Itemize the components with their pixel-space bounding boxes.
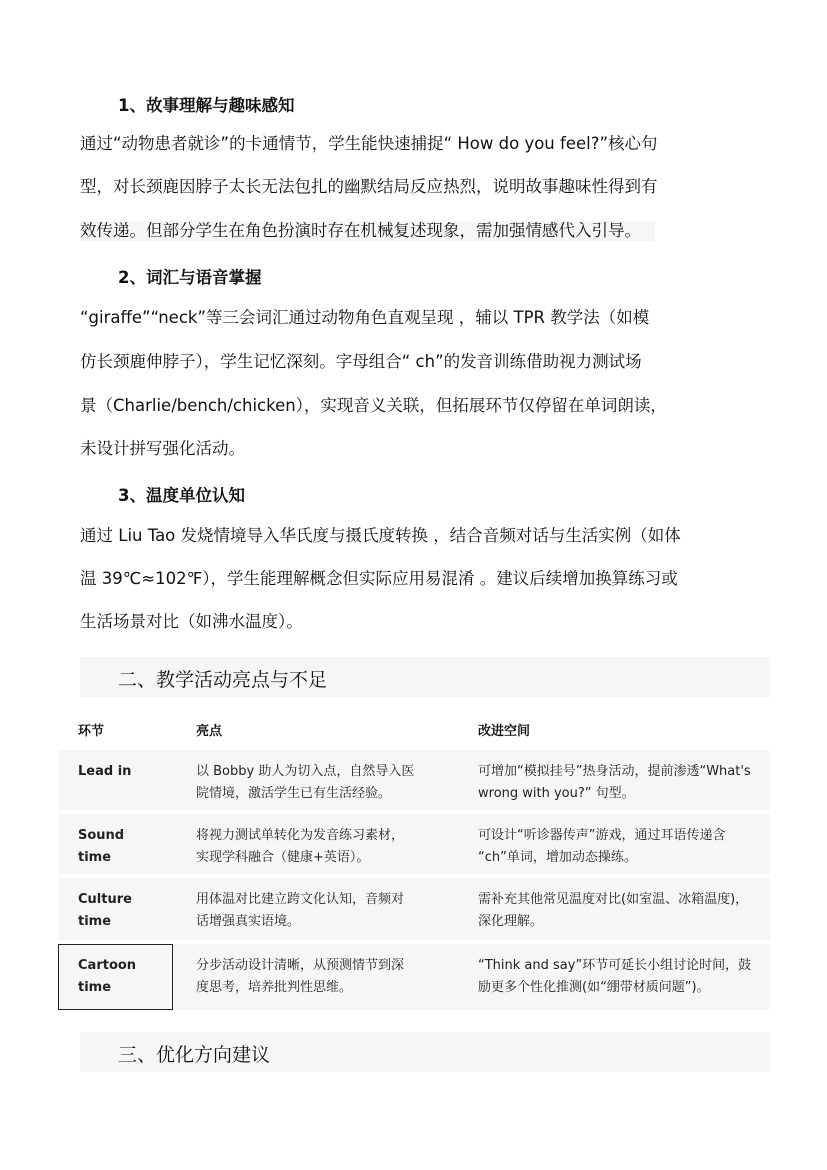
highlight-text: 院情境，激活学生已有生活经验。 bbox=[196, 786, 392, 801]
improvement-cell bbox=[478, 955, 778, 999]
stage-text: Lead in bbox=[78, 764, 132, 779]
improvement-text: 深化理解。 bbox=[478, 914, 544, 929]
section-title-optimization: 三、优化方向建议 bbox=[118, 1044, 271, 1066]
paragraph-line: “giraffe”“neck”等三会词汇通过动物角色直观呈现 ，辅以 TPR 教学法（如模 bbox=[80, 308, 650, 327]
stage-text: time bbox=[78, 914, 112, 929]
highlight-cell bbox=[196, 889, 441, 933]
section-title-band bbox=[80, 1032, 770, 1072]
highlight-cell bbox=[196, 825, 441, 869]
improvement-text: wrong with you?” 句型。 bbox=[478, 786, 635, 801]
table-header-highlight: 亮点 bbox=[196, 724, 223, 739]
table-header-improvement: 改进空间 bbox=[478, 724, 531, 739]
highlight-text: 实现学科融合（健康+英语）。 bbox=[196, 850, 370, 865]
highlight-text: 度思考，培养批判性思维。 bbox=[196, 980, 353, 995]
stage-text: time bbox=[78, 850, 112, 865]
subheading-temperature-units: 3、温度单位认知 bbox=[118, 486, 245, 505]
stage-cell bbox=[78, 825, 168, 869]
section-title-band bbox=[80, 657, 770, 697]
highlight-text: 分步活动设计清晰，从预测情节到深 bbox=[196, 958, 405, 973]
highlight-cell bbox=[196, 955, 441, 999]
paragraph-line: 温 39℃≈102℉），学生能理解概念但实际应用易混淆 。建议后续增加换算练习或 bbox=[80, 569, 678, 588]
highlight-text: 用体温对比建立跨文化认知，音频对 bbox=[196, 892, 405, 907]
section-title-highlights: 二、教学活动亮点与不足 bbox=[118, 669, 328, 691]
paragraph-line: 型，对长颈鹿因脖子太长无法包扎的幽默结局反应热烈，说明故事趣味性得到有 bbox=[80, 177, 658, 196]
improvement-text: 可增加“模拟挂号”热身活动，提前渗透“What's bbox=[478, 764, 751, 779]
improvement-cell bbox=[478, 761, 778, 805]
activity-table bbox=[58, 712, 770, 1012]
paragraph-line: 效传递。但部分学生在角色扮演时存在机械复述现象，需加强情感代入引导。 bbox=[80, 221, 655, 241]
highlight-text: 将视力测试单转化为发音练习素材， bbox=[196, 828, 405, 843]
improvement-text: “ch”单词，增加动态操练。 bbox=[478, 850, 637, 865]
paragraph-line: 通过“动物患者就诊”的卡通情节，学生能快速捕捉“ How do you feel?”核心句 bbox=[80, 134, 658, 153]
stage-cell bbox=[78, 955, 168, 999]
stage-text: time bbox=[78, 980, 112, 995]
paragraph-line: 未设计拼写强化活动。 bbox=[80, 439, 245, 458]
paragraph-line: 仿长颈鹿伸脖子），学生记忆深刻。字母组合“ ch”的发音训练借助视力测试场 bbox=[80, 352, 642, 371]
stage-cell bbox=[78, 761, 168, 783]
highlight-text: 话增强真实语境。 bbox=[196, 914, 301, 929]
table-header-stage: 环节 bbox=[78, 724, 105, 739]
subheading-vocabulary-phonics: 2、词汇与语音掌握 bbox=[118, 268, 262, 287]
paragraph-line: 通过 Liu Tao 发烧情境导入华氏度与摄氏度转换 ，结合音频对话与生活实例（如体 bbox=[80, 526, 681, 545]
improvement-text: 励更多个性化推测(如“绷带材质问题”)。 bbox=[478, 980, 710, 995]
highlight-text: 以 Bobby 助人为切入点，自然导入医 bbox=[196, 764, 415, 779]
highlight-cell bbox=[196, 761, 441, 805]
improvement-cell bbox=[478, 889, 778, 933]
improvement-text: 需补充其他常见温度对比(如室温、冰箱温度)， bbox=[478, 892, 749, 907]
stage-text: Cartoon bbox=[78, 958, 137, 973]
stage-text: Culture bbox=[78, 892, 132, 907]
improvement-cell bbox=[478, 825, 778, 869]
paragraph-line: 景（Charlie/bench/chicken），实现音义关联，但拓展环节仅停留在单词朗读， bbox=[80, 396, 667, 415]
stage-cell bbox=[78, 889, 168, 933]
improvement-text: 可设计“听诊器传声”游戏，通过耳语传递含 bbox=[478, 828, 726, 843]
improvement-text: “Think and say”环节可延长小组讨论时间，鼓 bbox=[478, 958, 752, 973]
paragraph-line: 生活场景对比（如沸水温度）。 bbox=[80, 612, 303, 631]
stage-text: Sound bbox=[78, 828, 125, 843]
subheading-story-understanding: 1、故事理解与趣味感知 bbox=[118, 96, 295, 115]
